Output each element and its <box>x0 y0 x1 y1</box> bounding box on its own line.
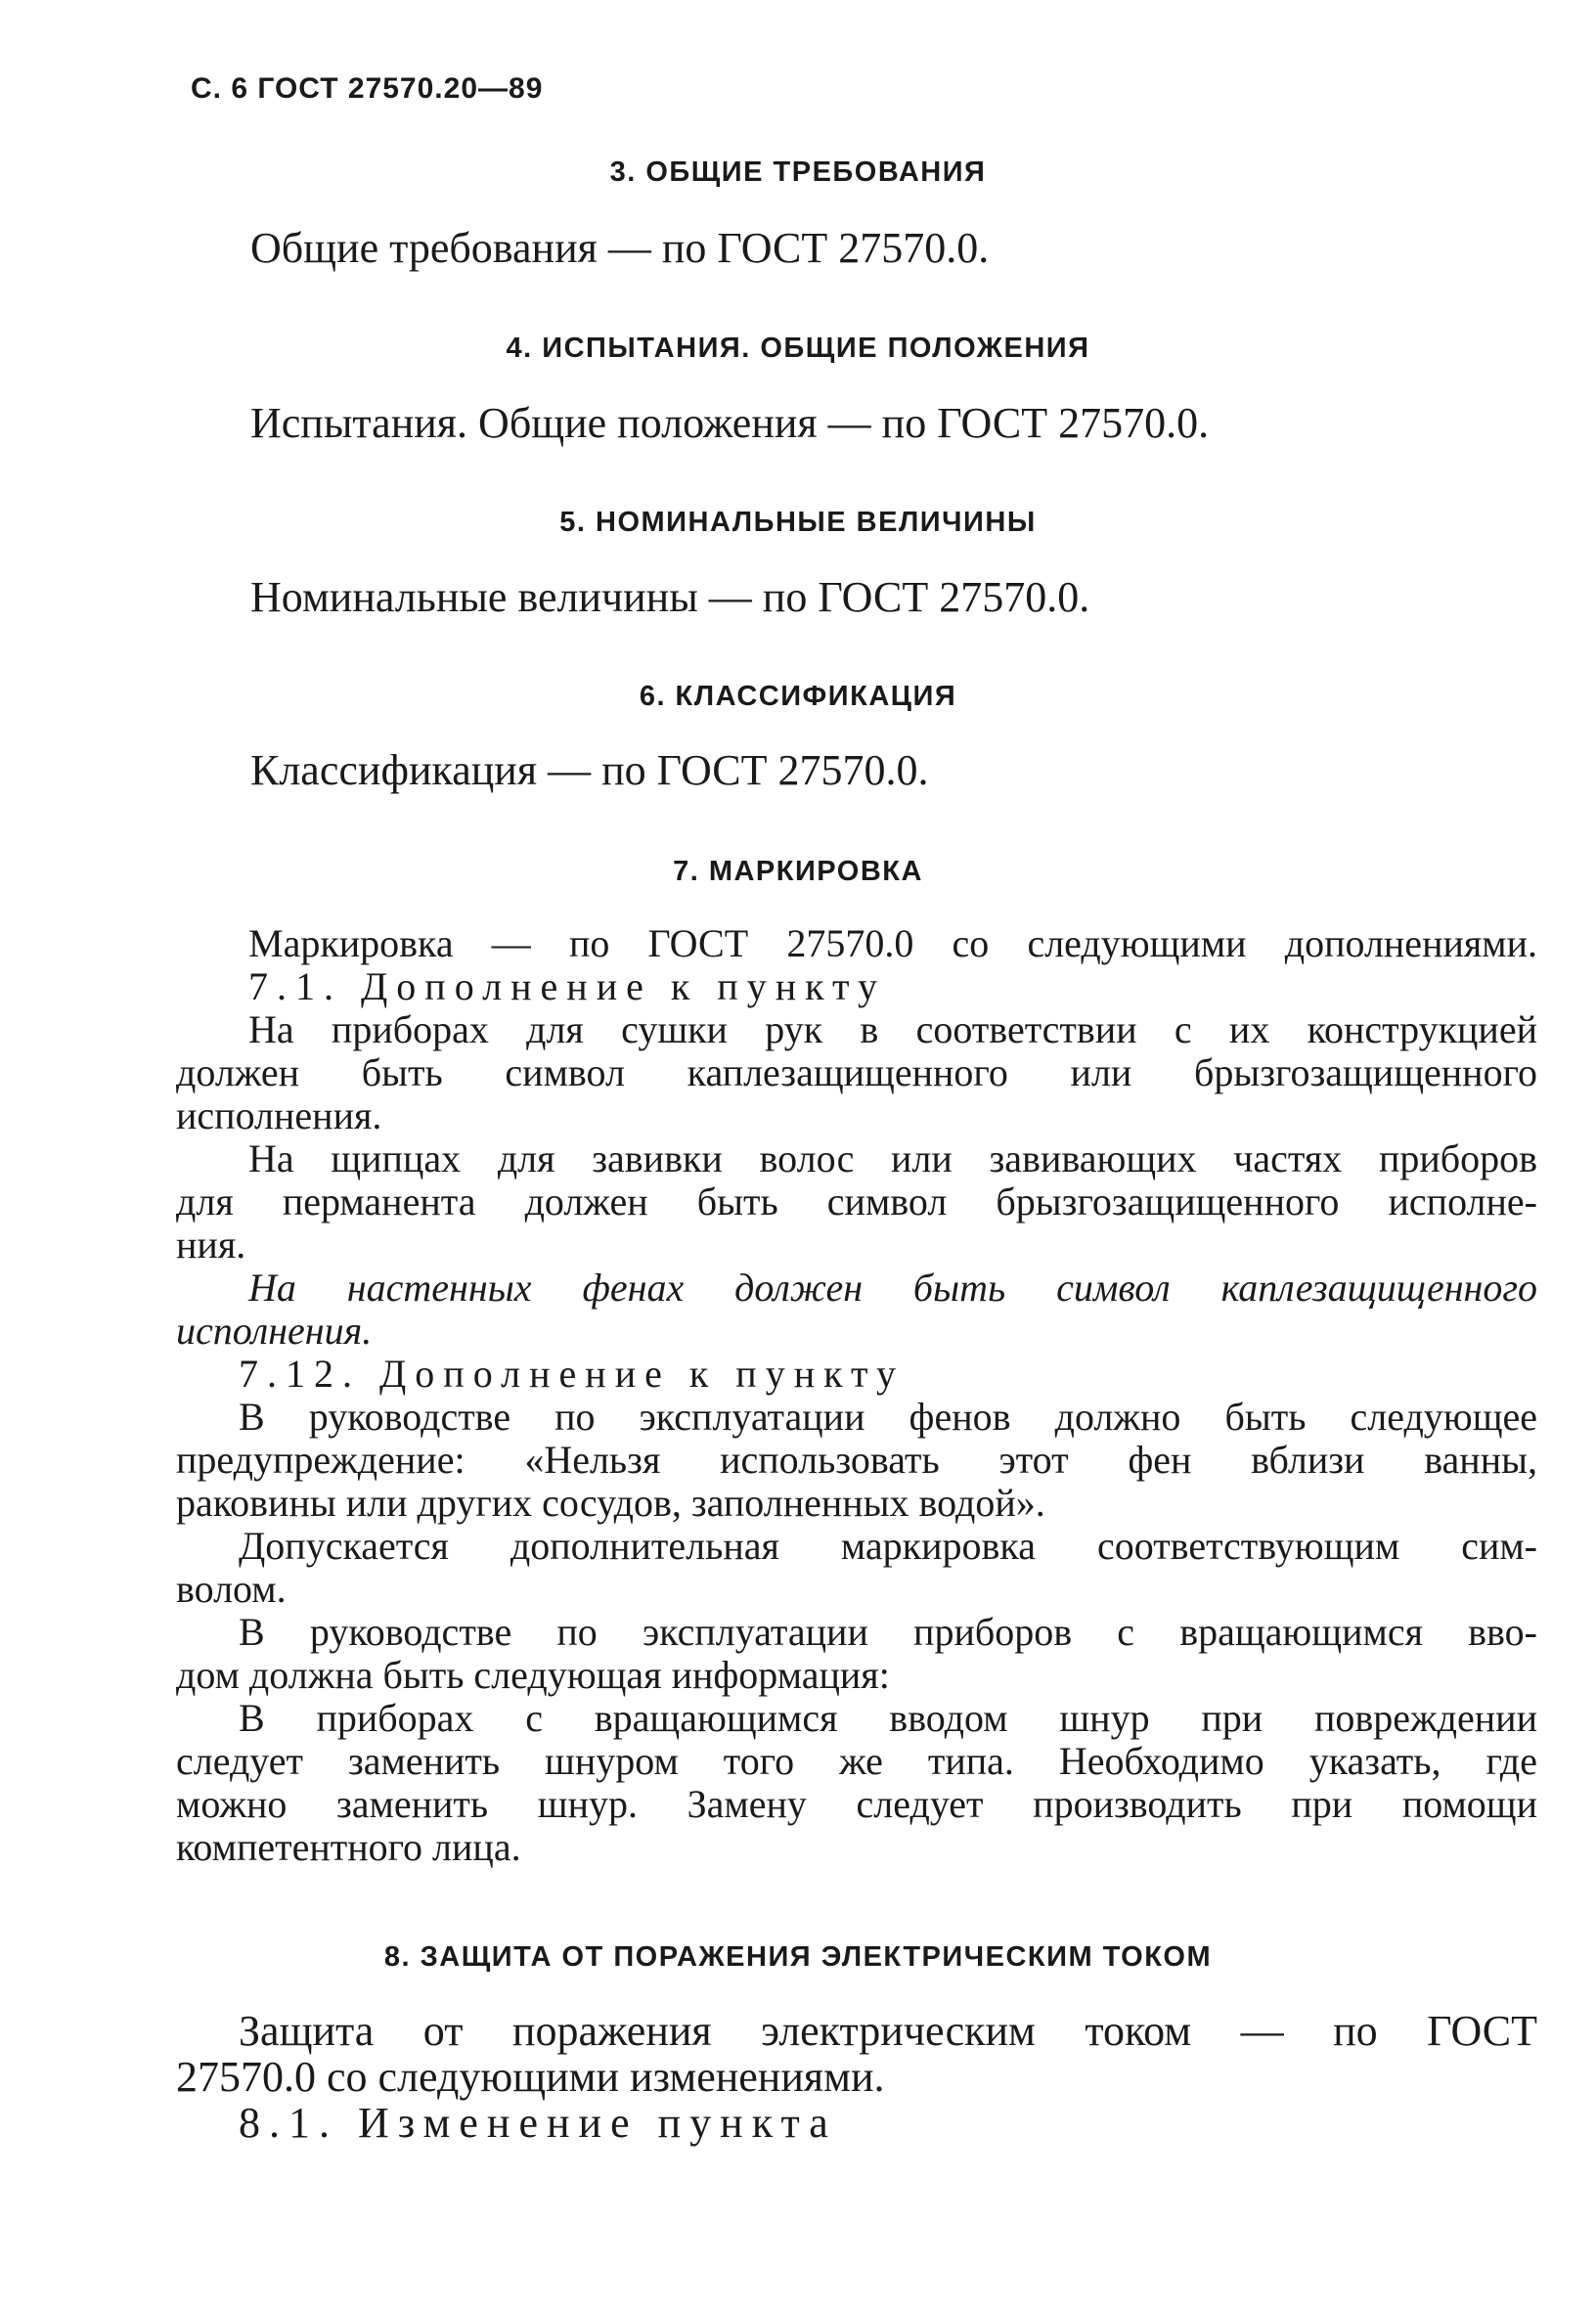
section-7-heading: 7. МАРКИРОВКА <box>673 856 923 887</box>
paragraph-line: 27570.0 со следующими изменениями. <box>176 2053 885 2101</box>
paragraph-line: Защита от поражения электрическим током — по ГОСТ <box>239 2007 1537 2055</box>
paragraph-line: исполнения. <box>176 1093 382 1137</box>
paragraph-line: можно заменить шнур. Замену следует производить при помощи <box>176 1782 1537 1826</box>
section-5-heading: 5. НОМИНАЛЬНЫЕ ВЕЛИЧИНЫ <box>559 507 1037 538</box>
paragraph-line: раковины или других сосудов, заполненных водой». <box>176 1481 1045 1525</box>
paragraph-line: ния. <box>176 1223 246 1267</box>
paragraph-line: дом должна быть следующая информация: <box>176 1653 890 1697</box>
clause-8-1: 8.1. Изменение пункта <box>239 2099 837 2147</box>
section-4-heading: 4. ИСПЫТАНИЯ. ОБЩИЕ ПОЛОЖЕНИЯ <box>506 333 1090 364</box>
paragraph-line: предупреждение: «Нельзя использовать этот фен вблизи ванны, <box>176 1438 1537 1482</box>
paragraph-line: следует заменить шнуром того же типа. Необходимо указать, где <box>176 1739 1537 1783</box>
running-header: С. 6 ГОСТ 27570.20—89 <box>191 72 544 105</box>
section-5-text: Номинальные величины — по ГОСТ 27570.0. <box>250 573 1090 621</box>
clause-7-12: 7.12. Дополнение к пункту <box>239 1352 905 1396</box>
section-6-text: Классификация — по ГОСТ 27570.0. <box>250 746 929 794</box>
paragraph-line: компетентного лица. <box>176 1825 521 1869</box>
paragraph-line: должен быть символ каплезащищенного или брызгозащищенного <box>176 1050 1537 1094</box>
italic-note-line: исполнения. <box>176 1309 373 1353</box>
paragraph-line: В руководстве по эксплуатации приборов с вращающимся вво- <box>239 1610 1537 1654</box>
italic-note-line: На настенных фенах должен быть символ каплезащищенного <box>248 1266 1537 1310</box>
paragraph-line: волом. <box>176 1567 287 1611</box>
paragraph-line: В приборах с вращающимся вводом шнур при повреждении <box>239 1696 1537 1740</box>
paragraph-line: На щипцах для завивки волос или завивающих частях приборов <box>248 1136 1537 1180</box>
paragraph-line: Допускается дополнительная маркировка соответствующим сим- <box>239 1524 1537 1568</box>
section-6-heading: 6. КЛАССИФИКАЦИЯ <box>639 681 957 712</box>
paragraph-line: Маркировка — по ГОСТ 27570.0 со следующими дополнениями. <box>248 921 1537 965</box>
paragraph-line: На приборах для сушки рук в соответствии с их конструкцией <box>248 1007 1537 1051</box>
clause-7-1: 7.1. Дополнение к пункту <box>248 964 886 1008</box>
paragraph-line: для перманента должен быть символ брызгозащищенного исполне- <box>176 1179 1537 1223</box>
section-4-text: Испытания. Общие положения — по ГОСТ 27570.0. <box>250 399 1210 447</box>
section-8-heading: 8. ЗАЩИТА ОТ ПОРАЖЕНИЯ ЭЛЕКТРИЧЕСКИМ ТОКОМ <box>383 1941 1213 1973</box>
paragraph-line: В руководстве по эксплуатации фенов должно быть следующее <box>239 1395 1537 1439</box>
section-3-heading: 3. ОБЩИЕ ТРЕБОВАНИЯ <box>609 156 987 188</box>
section-3-text: Общие требования — по ГОСТ 27570.0. <box>250 224 990 272</box>
